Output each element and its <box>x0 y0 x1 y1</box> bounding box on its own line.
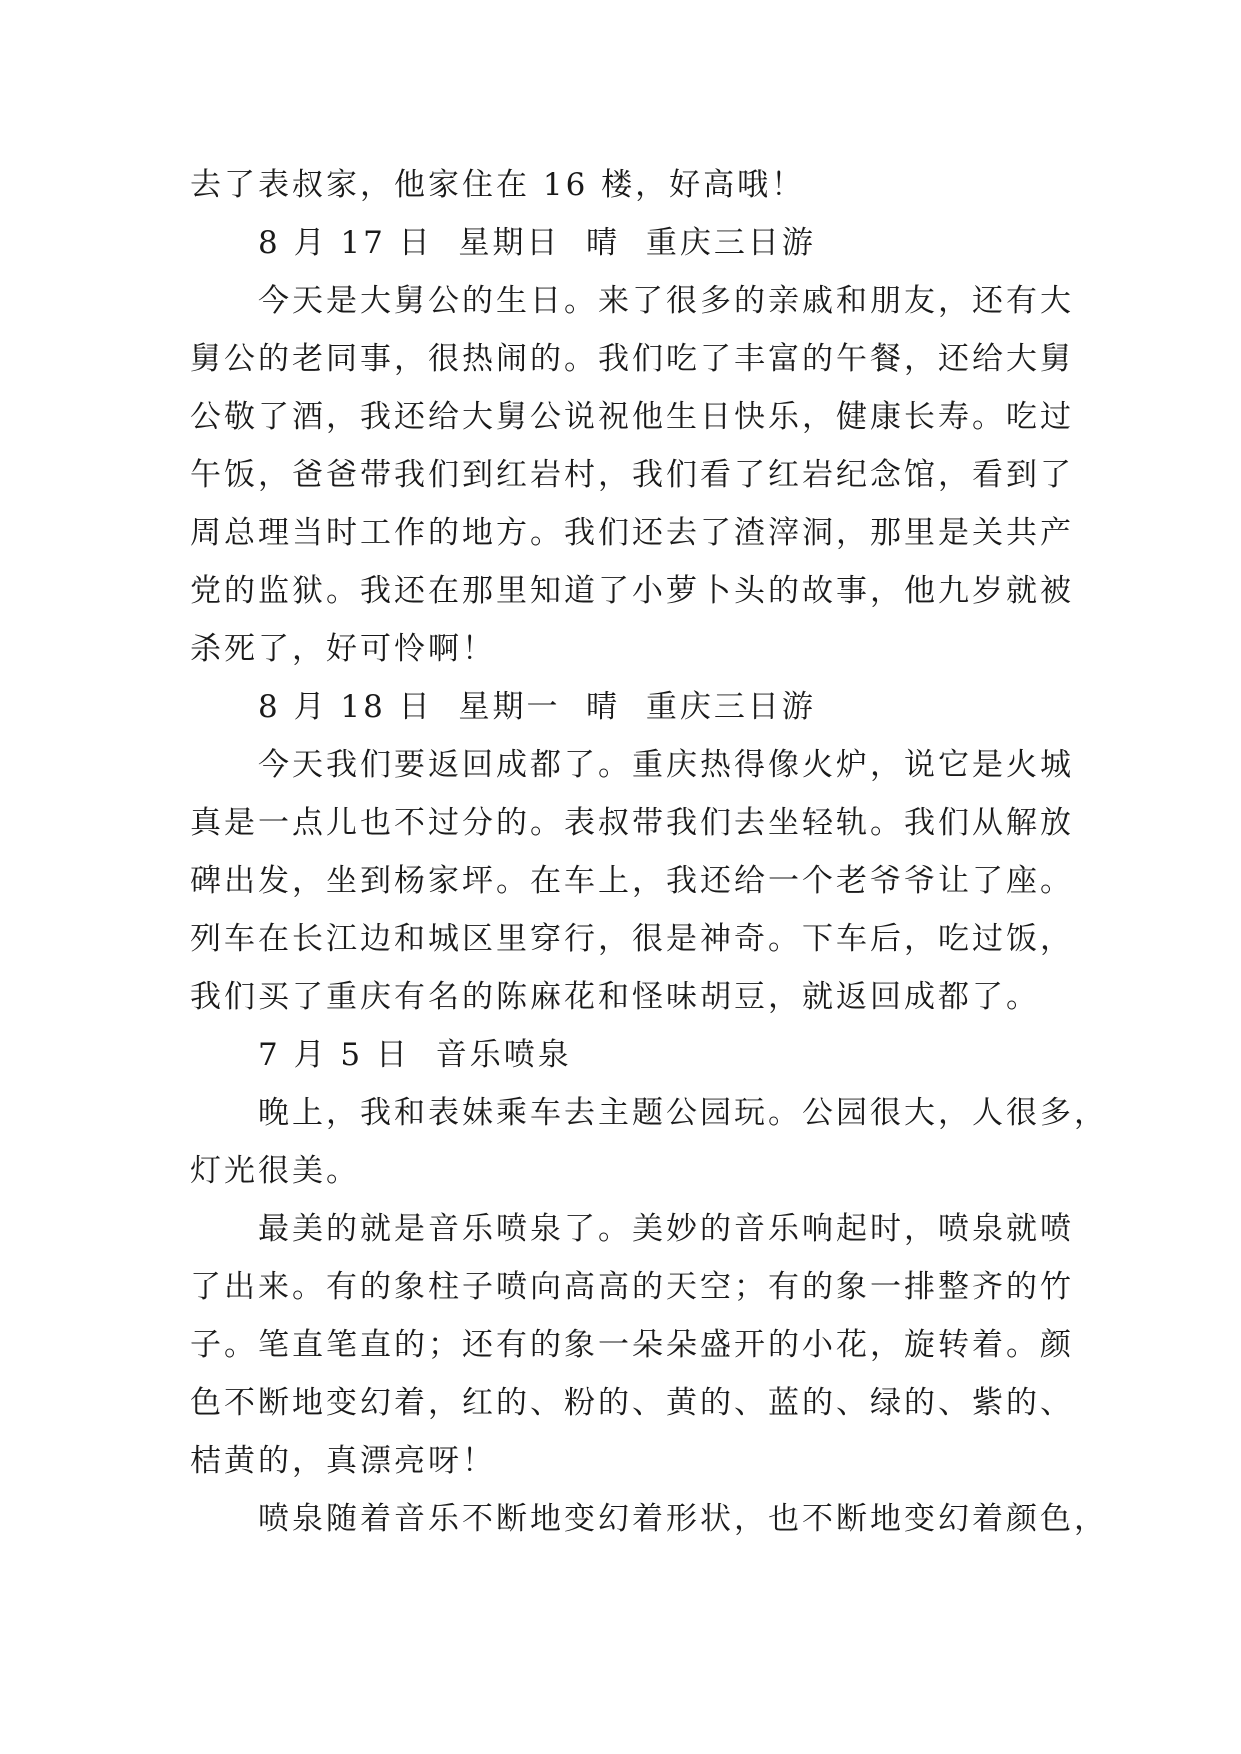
text-line: 灯光很美。 <box>190 1153 360 1189</box>
text-line: 最美的就是音乐喷泉了。美妙的音乐响起时，喷泉就喷 <box>258 1211 1074 1247</box>
text-line: 了出来。有的象柱子喷向高高的天空；有的象一排整齐的竹 <box>190 1269 1074 1305</box>
text-line: 碑出发，坐到杨家坪。在车上，我还给一个老爷爷让了座。 <box>190 863 1074 899</box>
text-line: 周总理当时工作的地方。我们还去了渣滓洞，那里是关共产 <box>190 515 1074 551</box>
text-line: 子。笔直笔直的；还有的象一朵朵盛开的小花，旋转着。颜 <box>190 1327 1074 1363</box>
text-line: 8 月 17 日 星期日 晴 重庆三日游 <box>258 225 816 261</box>
text-line: 我们买了重庆有名的陈麻花和怪味胡豆，就返回成都了。 <box>190 979 1040 1015</box>
text-line: 喷泉随着音乐不断地变幻着形状，也不断地变幻着颜色， <box>258 1501 1108 1537</box>
text-line: 党的监狱。我还在那里知道了小萝卜头的故事，他九岁就被 <box>190 573 1074 609</box>
text-line: 桔黄的，真漂亮呀！ <box>190 1443 496 1479</box>
text-line: 色不断地变幻着，红的、粉的、黄的、蓝的、绿的、紫的、 <box>190 1385 1074 1421</box>
text-line: 真是一点儿也不过分的。表叔带我们去坐轻轨。我们从解放 <box>190 805 1074 841</box>
text-line: 去了表叔家，他家住在 16 楼，好高哦！ <box>190 167 806 203</box>
text-line: 列车在长江边和城区里穿行，很是神奇。下车后，吃过饭， <box>190 921 1074 957</box>
text-line: 8 月 18 日 星期一 晴 重庆三日游 <box>258 689 816 725</box>
text-line: 今天我们要返回成都了。重庆热得像火炉，说它是火城 <box>258 747 1074 783</box>
text-line: 7 月 5 日 音乐喷泉 <box>258 1037 572 1073</box>
text-line: 午饭，爸爸带我们到红岩村，我们看了红岩纪念馆，看到了 <box>190 457 1074 493</box>
text-line: 晚上，我和表妹乘车去主题公园玩。公园很大，人很多， <box>258 1095 1108 1131</box>
text-line: 今天是大舅公的生日。来了很多的亲戚和朋友，还有大 <box>258 283 1074 319</box>
diary-text <box>190 156 1108 1548</box>
text-line: 杀死了，好可怜啊！ <box>190 631 496 667</box>
text-line: 公敬了酒，我还给大舅公说祝他生日快乐，健康长寿。吃过 <box>190 399 1074 435</box>
text-line: 舅公的老同事，很热闹的。我们吃了丰富的午餐，还给大舅 <box>190 341 1074 377</box>
